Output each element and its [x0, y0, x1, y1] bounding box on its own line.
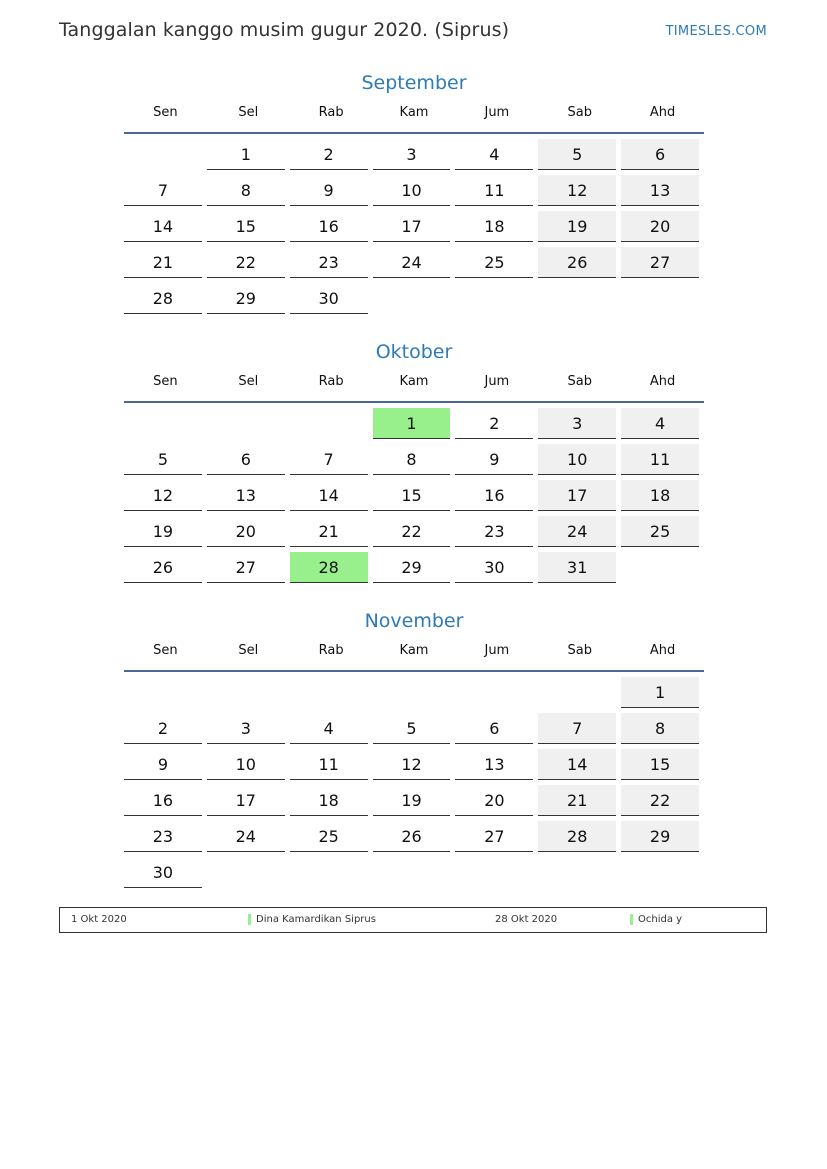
day-number [373, 857, 451, 887]
day-number [538, 283, 616, 313]
day-number: 7 [538, 713, 616, 744]
day-cell [124, 552, 207, 588]
weekday-header [124, 104, 704, 132]
day-number: 2 [290, 139, 368, 170]
day-cell [207, 480, 290, 516]
day-number: 20 [455, 785, 533, 816]
day-number: 1 [621, 677, 699, 708]
day-number: 18 [455, 211, 533, 242]
day-cell [290, 713, 373, 749]
day-number: 21 [124, 247, 202, 278]
day-number: 24 [207, 821, 285, 852]
day-number: 20 [621, 211, 699, 242]
weekday-label: Jum [484, 105, 510, 120]
day-number: 4 [290, 713, 368, 744]
day-cell [373, 552, 456, 588]
day-number: 10 [538, 444, 616, 475]
day-cell [538, 175, 621, 211]
week-row [124, 713, 704, 749]
day-cell [455, 785, 538, 821]
day-number: 17 [207, 785, 285, 816]
day-number [124, 408, 202, 438]
day-number: 27 [455, 821, 533, 852]
weekday-label: Rab [318, 374, 344, 389]
day-number: 13 [621, 175, 699, 206]
day-cell [207, 139, 290, 175]
day-number: 10 [373, 175, 451, 206]
day-cell [538, 749, 621, 785]
day-number: 9 [455, 444, 533, 475]
day-cell [538, 785, 621, 821]
day-cell [207, 821, 290, 857]
day-cell [373, 444, 456, 480]
weekday-label: Rab [318, 643, 344, 658]
weekday-label: Sen [153, 643, 178, 658]
day-cell [124, 749, 207, 785]
day-number: 18 [290, 785, 368, 816]
day-number: 19 [538, 211, 616, 242]
day-number: 23 [124, 821, 202, 852]
day-cell [455, 552, 538, 588]
day-number: 22 [207, 247, 285, 278]
weekday-label: Ahd [649, 374, 676, 389]
empty-day-cell [538, 857, 621, 893]
day-number: 14 [290, 480, 368, 511]
day-cell [290, 749, 373, 785]
day-number [124, 139, 202, 169]
day-number: 24 [538, 516, 616, 547]
day-number: 22 [621, 785, 699, 816]
day-number: 19 [124, 516, 202, 547]
weekday-label: Sen [153, 105, 178, 120]
day-number: 30 [455, 552, 533, 583]
day-number [207, 408, 285, 438]
day-cell [538, 480, 621, 516]
day-cell [290, 821, 373, 857]
day-number: 16 [124, 785, 202, 816]
day-cell [621, 677, 704, 713]
week-row [124, 247, 704, 283]
day-number: 16 [290, 211, 368, 242]
day-cell [373, 713, 456, 749]
day-number: 6 [621, 139, 699, 170]
month-calendar [124, 70, 704, 319]
day-cell [124, 211, 207, 247]
day-cell [207, 516, 290, 552]
day-number: 15 [207, 211, 285, 242]
empty-day-cell [373, 283, 456, 319]
day-number: 29 [373, 552, 451, 583]
weekday-label: Sab [567, 105, 592, 120]
day-cell [290, 552, 373, 588]
day-cell [621, 749, 704, 785]
day-number: 8 [207, 175, 285, 206]
day-number: 3 [538, 408, 616, 439]
month-name: September [361, 72, 467, 94]
day-number: 2 [455, 408, 533, 439]
day-number: 1 [373, 408, 451, 439]
week-row [124, 857, 704, 893]
day-number: 21 [538, 785, 616, 816]
week-row [124, 444, 704, 480]
day-cell [207, 552, 290, 588]
weekday-label: Jum [484, 643, 510, 658]
day-number [538, 677, 616, 707]
day-number [373, 677, 451, 707]
week-row [124, 821, 704, 857]
day-cell [290, 247, 373, 283]
weekday-label: Sel [238, 374, 259, 389]
day-number: 6 [207, 444, 285, 475]
day-number: 5 [538, 139, 616, 170]
day-cell [290, 516, 373, 552]
day-cell [290, 480, 373, 516]
day-number [621, 552, 699, 582]
day-number [455, 283, 533, 313]
empty-day-cell [621, 283, 704, 319]
day-number: 12 [373, 749, 451, 780]
day-cell [621, 821, 704, 857]
day-number: 4 [455, 139, 533, 170]
page-title: Tanggalan kanggo musim gugur 2020. (Siprus) [59, 19, 510, 41]
day-number: 22 [373, 516, 451, 547]
day-number: 13 [207, 480, 285, 511]
month-calendar [124, 339, 704, 588]
day-cell [621, 444, 704, 480]
day-cell [538, 444, 621, 480]
day-cell [621, 211, 704, 247]
legend-holiday-name: Ochida y [638, 914, 683, 925]
day-number: 15 [621, 749, 699, 780]
day-number: 11 [290, 749, 368, 780]
week-row [124, 139, 704, 175]
day-cell [621, 175, 704, 211]
day-cell [455, 444, 538, 480]
day-number: 25 [621, 516, 699, 547]
day-number: 23 [455, 516, 533, 547]
empty-day-cell [290, 677, 373, 713]
site-link[interactable]: TIMESLES.COM [665, 24, 767, 39]
day-cell [621, 713, 704, 749]
day-cell [455, 821, 538, 857]
day-number: 23 [290, 247, 368, 278]
day-number: 2 [124, 713, 202, 744]
day-number: 8 [621, 713, 699, 744]
day-number [621, 857, 699, 887]
day-number: 17 [538, 480, 616, 511]
day-number: 13 [455, 749, 533, 780]
week-row [124, 516, 704, 552]
day-number: 24 [373, 247, 451, 278]
day-cell [290, 283, 373, 319]
day-cell [207, 211, 290, 247]
day-number: 18 [621, 480, 699, 511]
week-row [124, 283, 704, 319]
day-number: 29 [207, 283, 285, 314]
day-cell [455, 480, 538, 516]
header-divider [124, 132, 704, 134]
day-cell [621, 408, 704, 444]
legend-holiday-name: Dina Kamardikan Siprus [256, 914, 376, 925]
header-divider [124, 401, 704, 403]
day-cell [373, 139, 456, 175]
weekday-label: Jum [484, 374, 510, 389]
month-name: November [364, 610, 464, 632]
day-cell [207, 175, 290, 211]
day-cell [124, 444, 207, 480]
empty-day-cell [290, 408, 373, 444]
day-number [290, 857, 368, 887]
empty-day-cell [538, 283, 621, 319]
day-cell [124, 785, 207, 821]
day-number [455, 857, 533, 887]
day-number [207, 857, 285, 887]
day-number [290, 677, 368, 707]
day-cell [373, 211, 456, 247]
day-cell [621, 247, 704, 283]
day-number [207, 677, 285, 707]
empty-day-cell [621, 552, 704, 588]
empty-day-cell [455, 677, 538, 713]
day-cell [373, 821, 456, 857]
empty-day-cell [290, 857, 373, 893]
day-cell [373, 749, 456, 785]
day-cell [538, 139, 621, 175]
day-cell [207, 444, 290, 480]
day-number: 27 [207, 552, 285, 583]
legend-marker [630, 914, 633, 925]
day-cell [207, 283, 290, 319]
empty-day-cell [124, 408, 207, 444]
week-row [124, 785, 704, 821]
day-number [124, 677, 202, 707]
day-cell [455, 713, 538, 749]
day-cell [290, 139, 373, 175]
week-row [124, 175, 704, 211]
day-number: 28 [124, 283, 202, 314]
day-number: 21 [290, 516, 368, 547]
day-number: 1 [207, 139, 285, 170]
day-cell [124, 713, 207, 749]
day-number: 9 [124, 749, 202, 780]
week-row [124, 677, 704, 713]
day-number: 15 [373, 480, 451, 511]
day-number: 27 [621, 247, 699, 278]
day-number: 8 [373, 444, 451, 475]
day-number: 30 [290, 283, 368, 314]
empty-day-cell [538, 677, 621, 713]
day-number: 11 [455, 175, 533, 206]
day-cell [621, 785, 704, 821]
day-cell [290, 211, 373, 247]
day-number: 7 [290, 444, 368, 475]
day-number: 10 [207, 749, 285, 780]
weekday-label: Sab [567, 374, 592, 389]
day-number: 14 [124, 211, 202, 242]
day-cell [538, 552, 621, 588]
day-cell [207, 785, 290, 821]
day-cell [455, 516, 538, 552]
empty-day-cell [373, 857, 456, 893]
day-cell [621, 139, 704, 175]
weekday-label: Sab [567, 643, 592, 658]
day-cell [124, 821, 207, 857]
day-number: 6 [455, 713, 533, 744]
day-cell [124, 516, 207, 552]
day-number: 7 [124, 175, 202, 206]
day-number [290, 408, 368, 438]
day-number: 5 [124, 444, 202, 475]
day-cell [538, 247, 621, 283]
day-number: 3 [373, 139, 451, 170]
day-cell [124, 857, 207, 893]
weekday-label: Kam [399, 643, 429, 658]
legend-marker [248, 914, 251, 925]
empty-day-cell [124, 677, 207, 713]
empty-day-cell [207, 677, 290, 713]
day-number: 28 [538, 821, 616, 852]
day-number [373, 283, 451, 313]
day-number [621, 283, 699, 313]
day-cell [621, 516, 704, 552]
week-row [124, 749, 704, 785]
day-cell [124, 480, 207, 516]
day-cell [455, 175, 538, 211]
day-cell [124, 247, 207, 283]
day-cell [124, 175, 207, 211]
week-row [124, 480, 704, 516]
day-number: 26 [538, 247, 616, 278]
weekday-label: Sen [153, 374, 178, 389]
day-cell [455, 247, 538, 283]
day-number: 14 [538, 749, 616, 780]
day-cell [455, 211, 538, 247]
day-number: 3 [207, 713, 285, 744]
weekday-label: Kam [399, 374, 429, 389]
day-cell [455, 139, 538, 175]
weekday-label: Ahd [649, 643, 676, 658]
week-row [124, 211, 704, 247]
day-number: 26 [373, 821, 451, 852]
day-number: 12 [538, 175, 616, 206]
weekday-label: Ahd [649, 105, 676, 120]
day-cell [373, 247, 456, 283]
day-number: 25 [290, 821, 368, 852]
month-calendar [124, 608, 704, 893]
day-number: 31 [538, 552, 616, 583]
weekday-label: Sel [238, 105, 259, 120]
day-number: 19 [373, 785, 451, 816]
legend-date: 28 Okt 2020 [495, 914, 558, 925]
day-number: 4 [621, 408, 699, 439]
day-cell [207, 749, 290, 785]
empty-day-cell [455, 283, 538, 319]
empty-day-cell [124, 139, 207, 175]
day-cell [455, 749, 538, 785]
day-number: 17 [373, 211, 451, 242]
empty-day-cell [621, 857, 704, 893]
week-row [124, 552, 704, 588]
day-cell [373, 408, 456, 444]
day-number: 28 [290, 552, 368, 583]
day-number: 12 [124, 480, 202, 511]
day-number: 9 [290, 175, 368, 206]
day-number: 25 [455, 247, 533, 278]
day-number: 5 [373, 713, 451, 744]
empty-day-cell [207, 857, 290, 893]
day-cell [621, 480, 704, 516]
day-cell [538, 713, 621, 749]
day-cell [124, 283, 207, 319]
day-cell [207, 247, 290, 283]
day-cell [373, 785, 456, 821]
day-number: 11 [621, 444, 699, 475]
day-number: 26 [124, 552, 202, 583]
weekday-label: Rab [318, 105, 344, 120]
weekday-label: Sel [238, 643, 259, 658]
day-cell [373, 516, 456, 552]
day-cell [455, 408, 538, 444]
day-cell [290, 785, 373, 821]
day-number: 16 [455, 480, 533, 511]
week-row [124, 408, 704, 444]
day-number [455, 677, 533, 707]
day-cell [207, 713, 290, 749]
empty-day-cell [373, 677, 456, 713]
day-number [538, 857, 616, 887]
day-cell [538, 516, 621, 552]
empty-day-cell [455, 857, 538, 893]
header-divider [124, 670, 704, 672]
day-cell [538, 408, 621, 444]
weekday-label: Kam [399, 105, 429, 120]
month-name: Oktober [375, 341, 453, 363]
day-cell [538, 821, 621, 857]
day-number: 29 [621, 821, 699, 852]
day-cell [373, 480, 456, 516]
day-number: 30 [124, 857, 202, 888]
day-number: 20 [207, 516, 285, 547]
day-cell [373, 175, 456, 211]
holiday-legend [59, 907, 767, 933]
empty-day-cell [207, 408, 290, 444]
weekday-header [124, 642, 704, 670]
day-cell [290, 444, 373, 480]
day-cell [290, 175, 373, 211]
legend-date: 1 Okt 2020 [71, 914, 127, 925]
weekday-header [124, 373, 704, 401]
day-cell [538, 211, 621, 247]
